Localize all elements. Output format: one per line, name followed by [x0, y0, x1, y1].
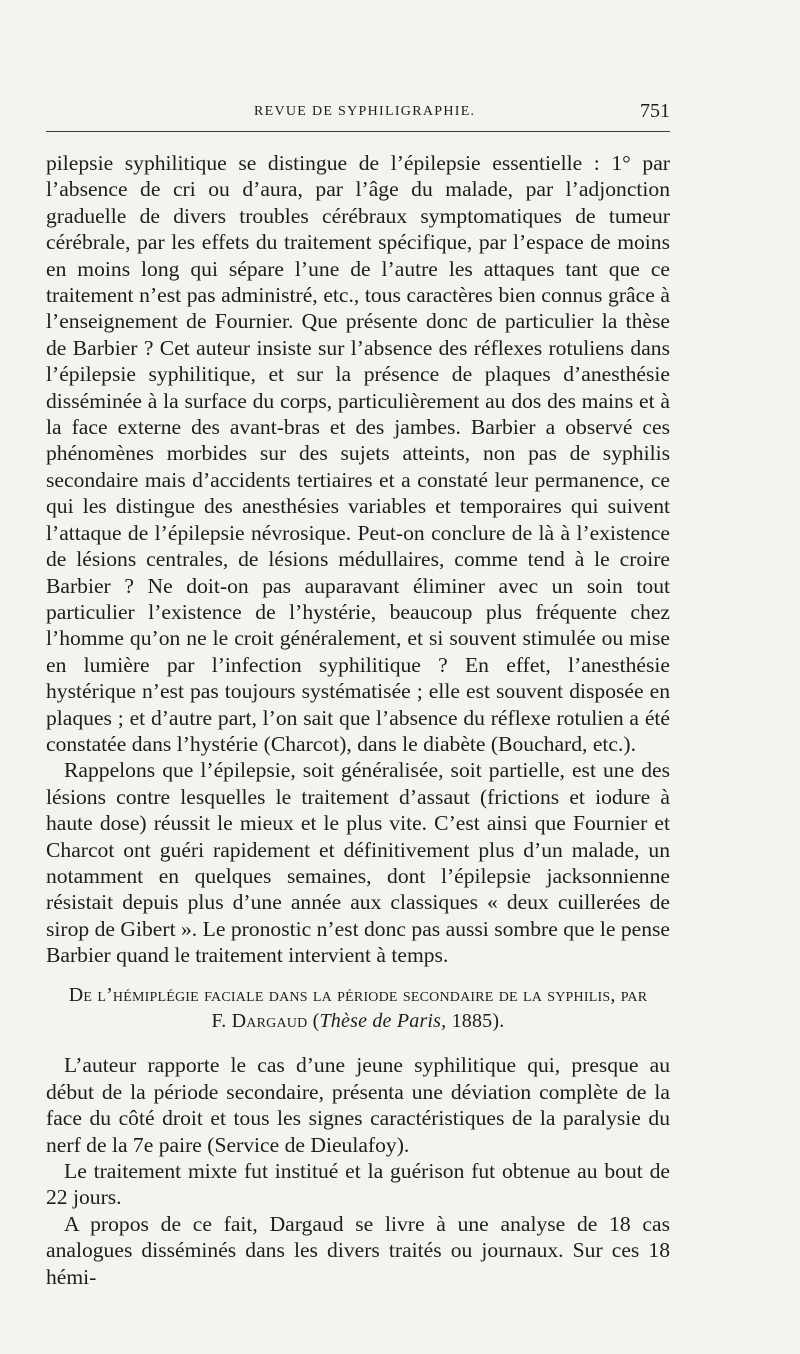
section-heading-author-line: [46, 1008, 670, 1034]
section-author: F. Dargaud: [211, 1010, 308, 1032]
page-number: 751: [640, 100, 670, 122]
header-rule: [46, 131, 670, 132]
paragraph-outcome: Le traitement mixte fut institué et la guérison fut obtenue au bout de 22 jours.: [46, 1159, 670, 1210]
paragraph-case: L’auteur rapporte le cas d’une jeune syphilitique qui, presque au début de la période secondaire, présenta une déviation complète de la face du côté droit et tous les signes caractéristiques de la paralysie du nerf de la 7e paire (Service de Dieulafoy).: [46, 1053, 670, 1157]
running-title: REVUE DE SYPHILIGRAPHIE.: [254, 104, 476, 119]
open-paren: (: [312, 1010, 320, 1032]
paragraph-epilepsy: pilepsie syphilitique se distingue de l’épilepsie essentielle : 1° par l’absence de cri ou d’aura, par l’âge du malade, par l’adjonction graduelle de divers troubles cérébraux symptomatiques de tumeur cérébrale, par les effets du traitement spécifique, par l’espace de moins en moins long qui sépare l’une de l’autre les attaques tant que ce traitement n’est pas administré, etc., tous caractères bien connus grâce à l’enseignement de Fournier. Que présente donc de particulier la thèse de Barbier ? Cet auteur insiste sur l’absence des réflexes rotuliens dans l’épilepsie syphilitique, et sur la présence de plaques d’anesthésie disséminée à la surface du corps, particulièrement au dos des mains et à la face externe des avant-bras et des jambes. Barbier a observé ces phénomènes morbides sur des sujets atteints, non pas de syphilis secondaire mais d’accidents tertiaires et a constaté leur permanence, ce qui les distingue des anesthésies variables et temporaires qui suivent l’attaque de l’épilepsie névrosique. Peut-on conclure de là à l’existence de lésions centrales, de lésions médullaires, comme tend à le croire Barbier ? Ne doit-on pas auparavant éliminer avec un soin tout particulier l’existence de l’hystérie, beaucoup plus fréquente chez l’homme qu’on ne le croit généralement, et si souvent stimulée ou mise en lumière par l’infection syphilitique ? En effet, l’anesthésie hystérique n’est pas toujours systématisée ; elle est souvent disposée en plaques ; et d’autre part, l’on sait que l’absence du réflexe rotulien a été constatée dans l’hystérie (Charcot), dans le diabète (Bouchard, etc.).: [46, 151, 670, 756]
section-year: 1885: [451, 1010, 493, 1032]
close-paren: ).: [492, 1010, 505, 1032]
paragraph-treatment: Rappelons que l’épilepsie, soit généralisée, soit partielle, est une des lésions contre lesquelles le traitement d’assaut (frictions et iodure à haute dose) réussit le mieux et le plus vite. C’est ainsi que Fournier et Charcot ont guéri rapidement et définitivement plus d’un malade, un notamment en quelques semaines, dont l’épilepsie jacksonnienne résistait depuis plus d’une année aux classiques « deux cuillerées de sirop de Gibert ». Le pronostic n’est donc pas aussi sombre que le pense Barbier quand le traitement intervient à temps.: [46, 758, 670, 968]
section-heading-title: De l’hémiplégie faciale dans la période secondaire de la syphilis, par: [68, 983, 648, 1006]
section-heading: [46, 982, 670, 1035]
page-header: [46, 98, 670, 122]
body-text: [46, 150, 670, 1290]
section-thesis: Thèse de Paris,: [319, 1010, 447, 1032]
paragraph-analysis: A propos de ce fait, Dargaud se livre à une analyse de 18 cas analogues disséminés dans les divers traités ou journaux. Sur ces 18 hémi-: [46, 1211, 670, 1289]
